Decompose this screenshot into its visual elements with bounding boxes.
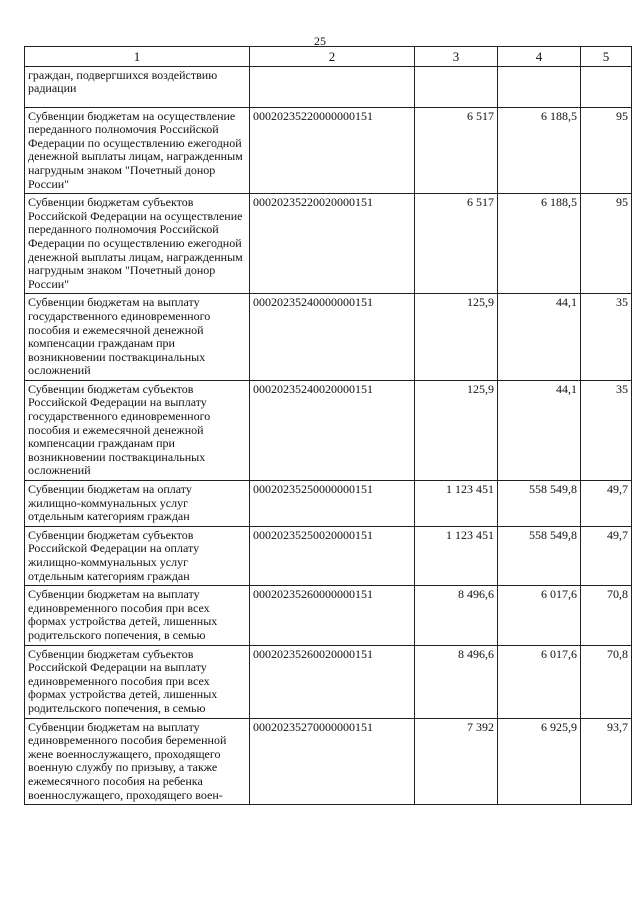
table-row (25, 481, 632, 527)
row-actual: 6 188,5 (498, 107, 581, 194)
row-name: Субвенции бюджетам субъектов Российской Федерации на оплату жилищно-коммунальных услуг отдельным категориям граждан (25, 526, 250, 585)
row-name: Субвенции бюджетам на оплату жилищно-коммунальных услуг отдельным категориям граждан (25, 481, 250, 527)
row-code (250, 66, 415, 107)
row-actual: 558 549,8 (498, 481, 581, 527)
row-plan: 8 496,6 (415, 645, 498, 718)
row-plan: 6 517 (415, 194, 498, 294)
row-actual: 44,1 (498, 380, 581, 480)
row-name: Субвенции бюджетам на выплату единовременного пособия беременной жене военнослужащего, проходящего военную службу по призыву, а также ежемесячного пособия на ребенка военнослужащего, проходящего воен- (25, 718, 250, 805)
row-percent: 70,8 (581, 645, 632, 718)
row-percent: 95 (581, 107, 632, 194)
row-code: 00020235260020000151 (250, 645, 415, 718)
table-row (25, 294, 632, 381)
row-code: 00020235240000000151 (250, 294, 415, 381)
row-plan: 8 496,6 (415, 586, 498, 645)
row-code: 00020235250000000151 (250, 481, 415, 527)
column-header: 1 (25, 47, 250, 67)
table-row (25, 526, 632, 585)
row-code: 00020235250020000151 (250, 526, 415, 585)
row-actual (498, 66, 581, 107)
row-actual: 44,1 (498, 294, 581, 381)
row-percent: 93,7 (581, 718, 632, 805)
table-row (25, 66, 632, 107)
row-percent (581, 66, 632, 107)
row-code: 00020235260000000151 (250, 586, 415, 645)
row-name: Субвенции бюджетам субъектов Российской Федерации на выплату государственного единовременного пособия и ежемесячной денежной компенсации гражданам при возникновении поствакцинальных осложнений (25, 380, 250, 480)
row-code: 00020235270000000151 (250, 718, 415, 805)
row-plan: 125,9 (415, 380, 498, 480)
column-header: 5 (581, 47, 632, 67)
row-name: Субвенции бюджетам на выплату государственного единовременного пособия и ежемесячной денежной компенсации гражданам при возникновении поствакцинальных осложнений (25, 294, 250, 381)
row-percent: 35 (581, 380, 632, 480)
row-actual: 6 017,6 (498, 586, 581, 645)
row-plan: 125,9 (415, 294, 498, 381)
table-row (25, 380, 632, 480)
row-name: Субвенции бюджетам на выплату единовременного пособия при всех формах устройства детей, лишенных родительского попечения, в семью (25, 586, 250, 645)
row-plan: 1 123 451 (415, 526, 498, 585)
row-percent: 49,7 (581, 481, 632, 527)
row-plan (415, 66, 498, 107)
row-percent: 35 (581, 294, 632, 381)
row-percent: 95 (581, 194, 632, 294)
row-actual: 6 017,6 (498, 645, 581, 718)
row-name: Субвенции бюджетам на осуществление переданного полномочия Российской Федерации по осуществлению ежегодной денежной выплаты лицам, награжденным нагрудным знаком "Почетный донор России" (25, 107, 250, 194)
column-header: 3 (415, 47, 498, 67)
table-row (25, 645, 632, 718)
row-actual: 6 188,5 (498, 194, 581, 294)
row-actual: 558 549,8 (498, 526, 581, 585)
column-header: 4 (498, 47, 581, 67)
row-percent: 70,8 (581, 586, 632, 645)
row-plan: 1 123 451 (415, 481, 498, 527)
row-code: 00020235240020000151 (250, 380, 415, 480)
row-plan: 6 517 (415, 107, 498, 194)
table-row (25, 718, 632, 805)
row-name: Субвенции бюджетам субъектов Российской Федерации на выплату единовременного пособия при всех формах устройства детей, лишенных родительского попечения, в семью (25, 645, 250, 718)
row-percent: 49,7 (581, 526, 632, 585)
row-code: 00020235220000000151 (250, 107, 415, 194)
page-number: 25 (314, 34, 326, 48)
column-header: 2 (250, 47, 415, 67)
table-header-row (25, 47, 632, 67)
row-name: граждан, подвергшихся воздействию радиации (25, 66, 250, 107)
row-plan: 7 392 (415, 718, 498, 805)
row-name: Субвенции бюджетам субъектов Российской Федерации на осуществление переданного полномочия Российской Федерации по осуществлению ежегодной денежной выплаты лицам, награжденным нагрудным знаком "Почетный донор России" (25, 194, 250, 294)
table-row (25, 194, 632, 294)
table-row (25, 586, 632, 645)
budget-table (24, 46, 632, 805)
table-row (25, 107, 632, 194)
row-code: 00020235220020000151 (250, 194, 415, 294)
row-actual: 6 925,9 (498, 718, 581, 805)
